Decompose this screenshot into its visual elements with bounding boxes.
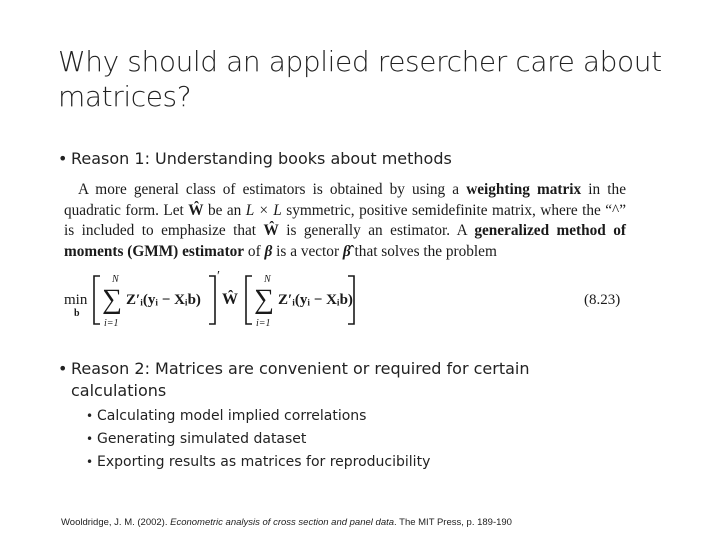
sum-lower-1: i=1 bbox=[104, 318, 119, 329]
excerpt-symbol: L × L bbox=[245, 201, 282, 219]
equation-number: (8.23) bbox=[584, 292, 621, 308]
left-bracket-2 bbox=[246, 276, 252, 324]
bullet-reason-1-text: Reason 1: Understanding books about methods bbox=[71, 149, 452, 168]
eq-min-subscript: b bbox=[74, 308, 80, 319]
citation-title: Econometric analysis of cross section and panel data bbox=[170, 517, 395, 528]
excerpt-text: be an bbox=[203, 201, 246, 219]
excerpt-text: symmetric, positive semidefinite matrix, where the “^” is included to emphasize that bbox=[64, 201, 627, 240]
bullet-dot: • bbox=[58, 149, 68, 168]
bullet-reason-2-text-cont: calculations bbox=[71, 381, 167, 400]
excerpt-symbol: Ŵ bbox=[263, 222, 279, 240]
eq-weight-matrix: Ŵ bbox=[222, 291, 238, 308]
bullet-reason-2-text: Reason 2: Matrices are convenient or required for certain bbox=[71, 359, 530, 378]
eq-min: min bbox=[64, 292, 88, 308]
eq-body-1: Z′ᵢ(yᵢ − Xᵢb) bbox=[126, 292, 201, 308]
gmm-equation bbox=[64, 268, 626, 332]
excerpt-text: A more general class of estimators is obtained by using a bbox=[78, 181, 467, 198]
sum-upper-2: N bbox=[264, 274, 271, 285]
sum-upper-1: N bbox=[112, 274, 119, 285]
citation-publisher: . The MIT Press, p. 189-190 bbox=[394, 517, 512, 528]
bullet-reason-2 bbox=[58, 358, 618, 402]
slide-title: Why should an applied resercher care about matrices? bbox=[58, 45, 662, 113]
sub-bullet-item: • Generating simulated dataset bbox=[86, 428, 430, 451]
excerpt-bold-term: generalized method of moments (GMM) estimator bbox=[64, 222, 626, 260]
excerpt-text: in the quadratic form. Let bbox=[64, 181, 626, 219]
excerpt-symbol: Ŵ bbox=[188, 201, 204, 219]
excerpt-text: is a vector bbox=[272, 242, 343, 260]
excerpt-text: is generally an estimator. A bbox=[278, 222, 475, 240]
citation bbox=[61, 517, 512, 528]
sub-bullet-item: • Calculating model implied correlations bbox=[86, 405, 430, 428]
sub-bullet-list bbox=[86, 405, 430, 474]
excerpt-text: of bbox=[244, 242, 265, 260]
excerpt-text: that solves the problem bbox=[350, 242, 497, 260]
eq-body-2: Z′ᵢ(yᵢ − Xᵢb) bbox=[278, 292, 353, 308]
excerpt-symbol: β bbox=[264, 242, 273, 260]
bullet-reason-1 bbox=[58, 148, 452, 170]
citation-authors: Wooldridge, J. M. (2002). bbox=[61, 517, 171, 528]
left-bracket-1 bbox=[94, 276, 100, 324]
equation-graphic bbox=[64, 268, 626, 332]
excerpt-symbol: β̂ bbox=[342, 242, 351, 260]
sub-bullet-item: • Exporting results as matrices for reproducibility bbox=[86, 451, 430, 474]
eq-prime: ′ bbox=[217, 269, 221, 284]
book-excerpt bbox=[64, 180, 626, 262]
right-bracket-1 bbox=[209, 276, 215, 324]
sum-lower-2: i=1 bbox=[256, 318, 271, 329]
excerpt-bold-term: weighting matrix bbox=[466, 181, 582, 198]
sum-sign-1: ∑ bbox=[102, 284, 122, 315]
bullet-dot: • bbox=[58, 359, 68, 378]
sum-sign-2: ∑ bbox=[254, 284, 274, 315]
